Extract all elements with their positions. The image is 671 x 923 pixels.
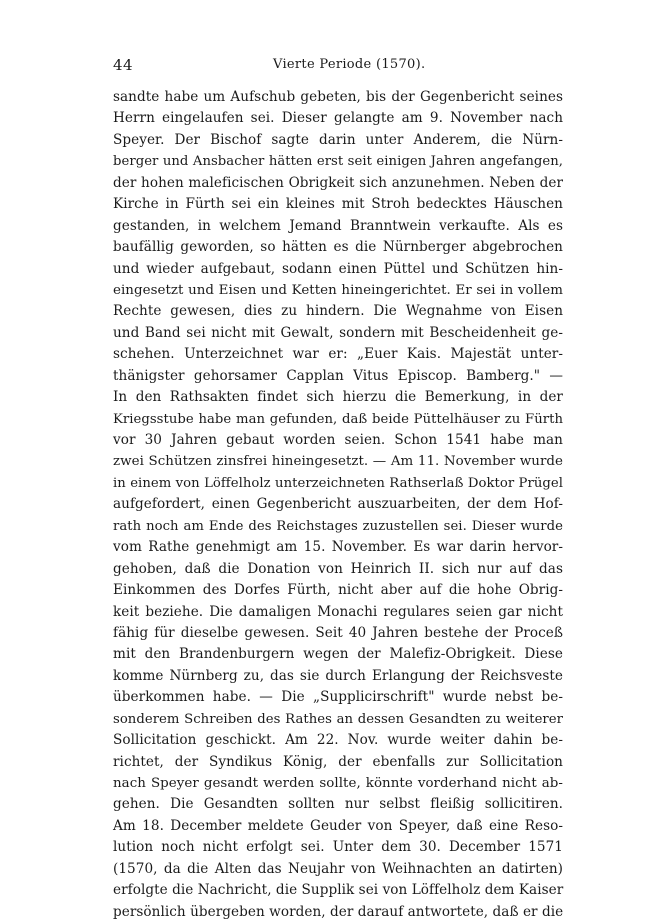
page-header bbox=[113, 56, 568, 78]
text-line: In den Rathsakten findet sich hierzu die Bemerkung, in der bbox=[113, 389, 563, 406]
text-line: aufgefordert, einen Gegenbericht auszuarbeiten, der dem Hof- bbox=[113, 496, 563, 513]
text-line: schehen. Unterzeichnet war er: „Euer Kais. Majestät unter- bbox=[113, 346, 563, 363]
text-line: Sollicitation geschickt. Am 22. Nov. wurde weiter dahin be- bbox=[113, 732, 563, 749]
page-number: 44 bbox=[113, 56, 134, 74]
text-line: überkommen habe. — Die „Supplicirschrift" wurde nebst be- bbox=[113, 689, 563, 706]
text-line: sonderem Schreiben des Rathes an dessen Gesandten zu weiterer bbox=[113, 711, 563, 727]
text-line: nach Speyer gesandt werden sollte, könnte vorderhand nicht ab- bbox=[113, 776, 563, 791]
text-line: vor 30 Jahren gebaut worden seien. Schon 1541 habe man bbox=[113, 432, 563, 448]
text-line: Am 18. December meldete Geuder von Speyer, daß eine Reso- bbox=[113, 817, 563, 834]
text-line: richtet, der Syndikus König, der ebenfalls zur Sollicitation bbox=[113, 753, 563, 770]
text-line: fähig für dieselbe gewesen. Seit 40 Jahren bestehe der Proceß bbox=[113, 624, 563, 641]
text-line: gehoben, daß die Donation von Heinrich II. sich nur auf das bbox=[113, 560, 563, 577]
text-line: Einkommen des Dorfes Fürth, nicht aber auf die hohe Obrig- bbox=[113, 582, 563, 599]
text-line: in einem von Löffelholz unterzeichneten Rathserlaß Doktor Prügel bbox=[113, 475, 563, 491]
text-line: keit beziehe. Die damaligen Monachi regulares seien gar nicht bbox=[113, 603, 563, 620]
text-line: erfolgte die Nachricht, die Supplik sei von Löffelholz dem Kaiser bbox=[113, 882, 564, 899]
text-line: zwei Schützen zinsfrei hineingesetzt. — Am 11. November wurde bbox=[113, 454, 563, 470]
text-line: und Band sei nicht mit Gewalt, sondern mit Bescheidenheit ge- bbox=[113, 324, 563, 341]
text-line: komme Nürnberg zu, das sie durch Erlangung der Reichsveste bbox=[113, 667, 563, 684]
text-line: gestanden, in welchem Jemand Branntwein verkaufte. Als es bbox=[113, 217, 563, 234]
text-line: (1570, da die Alten das Neujahr von Weihnachten an datirten) bbox=[113, 860, 563, 877]
text-line: persönlich übergeben worden, der darauf antwortete, daß er die bbox=[113, 903, 564, 920]
text-line: baufällig geworden, so hätten es die Nürnberger abgebrochen bbox=[113, 239, 563, 256]
text-line: eingesetzt und Eisen und Ketten hineingerichtet. Er sei in vollem bbox=[113, 282, 563, 298]
text-line: Kriegsstube habe man gefunden, daß beide Püttelhäuser zu Fürth bbox=[113, 411, 563, 427]
text-line: mit den Brandenburgern wegen der Malefiz-Obrigkeit. Diese bbox=[113, 646, 563, 663]
text-line: Rechte gewesen, dies zu hindern. Die Wegnahme von Eisen bbox=[113, 303, 563, 320]
text-line: der hohen maleficischen Obrigkeit sich anzunehmen. Neben der bbox=[113, 174, 563, 191]
text-line: Herrn eingelaufen sei. Dieser gelangte am 9. November nach bbox=[113, 110, 563, 127]
text-line: gehen. Die Gesandten sollten nur selbst fleißig sollicitiren. bbox=[113, 796, 563, 813]
text-line: berger und Ansbacher hätten erst seit einigen Jahren angefangen, bbox=[113, 154, 563, 170]
text-line: rath noch am Ende des Reichstages zuzustellen sei. Dieser wurde bbox=[113, 518, 563, 534]
text-line: vom Rathe genehmigt am 15. November. Es war darin hervor- bbox=[113, 539, 563, 556]
text-line: thänigster gehorsamer Capplan Vitus Episcop. Bamberg." — bbox=[113, 367, 563, 384]
text-line: sandte habe um Aufschub gebeten, bis der Gegenbericht seines bbox=[113, 89, 563, 105]
text-line: Kirche in Fürth sei ein kleines mit Stroh bedecktes Häuschen bbox=[113, 196, 563, 213]
text-line: lution noch nicht erfolgt sei. Unter dem 30. December 1571 bbox=[113, 839, 563, 856]
text-line: und wieder aufgebaut, sodann einen Püttel und Schützen hin- bbox=[113, 260, 563, 277]
text-line: Speyer. Der Bischof sagte darin unter Anderem, die Nürn- bbox=[113, 131, 563, 148]
running-head: Vierte Periode (1570). bbox=[273, 57, 426, 72]
body-text bbox=[113, 87, 563, 923]
